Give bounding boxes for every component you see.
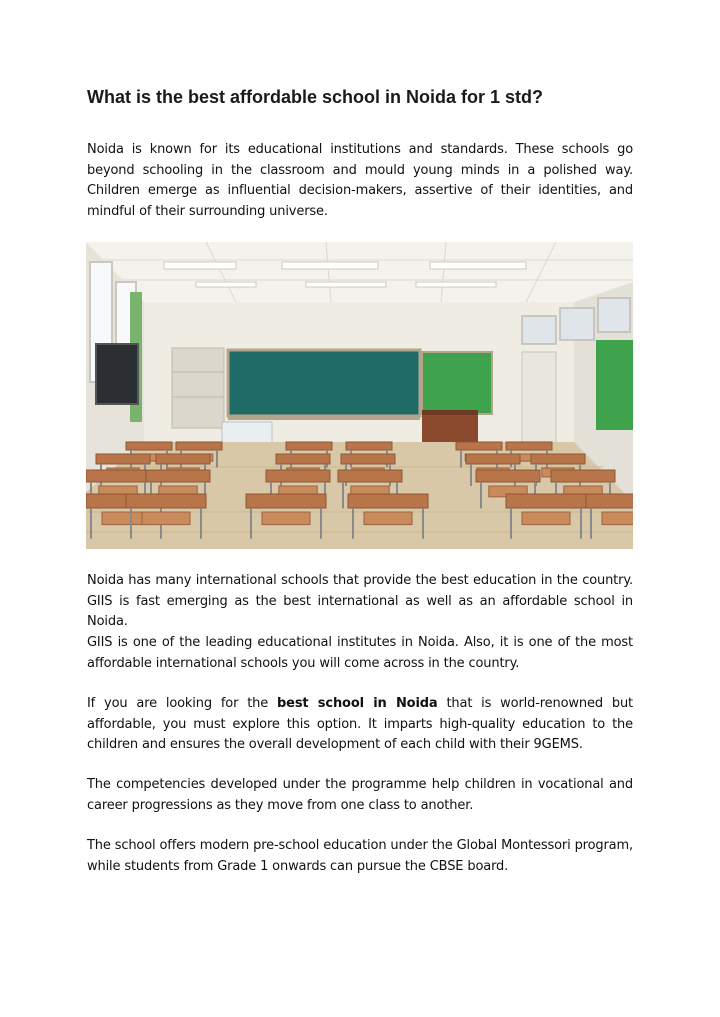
desk-top xyxy=(266,470,330,482)
desk-top xyxy=(176,442,222,450)
desk-leg xyxy=(200,508,202,539)
desk-top xyxy=(506,442,552,450)
desk-top xyxy=(348,494,428,508)
desk-leg xyxy=(216,450,218,468)
desk-leg xyxy=(480,482,482,508)
desk-top xyxy=(156,454,210,464)
chair-back xyxy=(522,512,570,525)
chair-back xyxy=(602,512,633,525)
desk-leg xyxy=(250,508,252,539)
page-title: What is the best affordable school in Noida for 1 std? xyxy=(87,87,544,107)
desk-leg xyxy=(342,482,344,508)
paragraph-4-rest: that is world-renowned but affordable, you must explore this option. It imparts high-quality education to the children and ensures the overall development of each child with their 9GEMS. xyxy=(87,696,633,753)
desk-top xyxy=(126,442,172,450)
desk-leg xyxy=(130,508,132,539)
chair-back xyxy=(142,512,190,525)
classroom-photo xyxy=(86,242,633,549)
desk-top xyxy=(338,470,402,482)
paragraph-6: The school offers modern pre-school education under the Global Montessori program, while students from Grade 1 onwards can pursue the CBSE board. xyxy=(87,838,633,874)
desk-top xyxy=(466,454,520,464)
desk-top xyxy=(531,454,585,464)
paragraph-4-lead: If you are looking for the xyxy=(87,696,278,711)
desk-top xyxy=(126,494,206,508)
desk-top xyxy=(276,454,330,464)
desk-top xyxy=(341,454,395,464)
desk-top xyxy=(86,470,150,482)
desk-leg xyxy=(320,508,322,539)
green-board xyxy=(422,352,492,414)
desk-leg xyxy=(422,508,424,539)
paragraph-2: Noida has many international schools that provide the best education in the country. GIIS is fast emerging as the best international as well as an affordable school in Noida. xyxy=(87,573,633,630)
chair-back xyxy=(262,512,310,525)
desk-top xyxy=(586,494,633,508)
desk-leg xyxy=(470,464,472,486)
desk-top xyxy=(146,470,210,482)
desk-top xyxy=(96,454,150,464)
desk-leg xyxy=(580,508,582,539)
chalkboard xyxy=(228,350,420,416)
desk-leg xyxy=(352,508,354,539)
paragraph-4 xyxy=(87,694,633,756)
paragraph-3: GIIS is one of the leading educational institutes in Noida. Also, it is one of the most affordable international schools you will come across in the country. xyxy=(87,635,633,671)
desk-top xyxy=(456,442,502,450)
paragraph-5: The competencies developed under the programme help children in vocational and career progressions as they move from one class to another. xyxy=(87,777,633,813)
green-panel xyxy=(596,340,633,430)
desk-top xyxy=(286,442,332,450)
bold-link-text: best school in Noida xyxy=(277,696,438,711)
desk-leg xyxy=(460,450,462,468)
intro-paragraph: Noida is known for its educational institutions and standards. These schools go beyond schooling in the classroom and mould young minds in a polished way. Children emerge as influential decision-makers, assertive of their identities, and mindful of their surrounding universe. xyxy=(87,142,633,219)
desk-top xyxy=(476,470,540,482)
chair-back xyxy=(364,512,412,525)
desk-top xyxy=(551,470,615,482)
desk-leg xyxy=(510,508,512,539)
desk-top xyxy=(506,494,586,508)
desk-top xyxy=(346,442,392,450)
desk-leg xyxy=(90,508,92,539)
tv-screen xyxy=(96,344,138,404)
desk-top xyxy=(246,494,326,508)
desk-leg xyxy=(590,508,592,539)
